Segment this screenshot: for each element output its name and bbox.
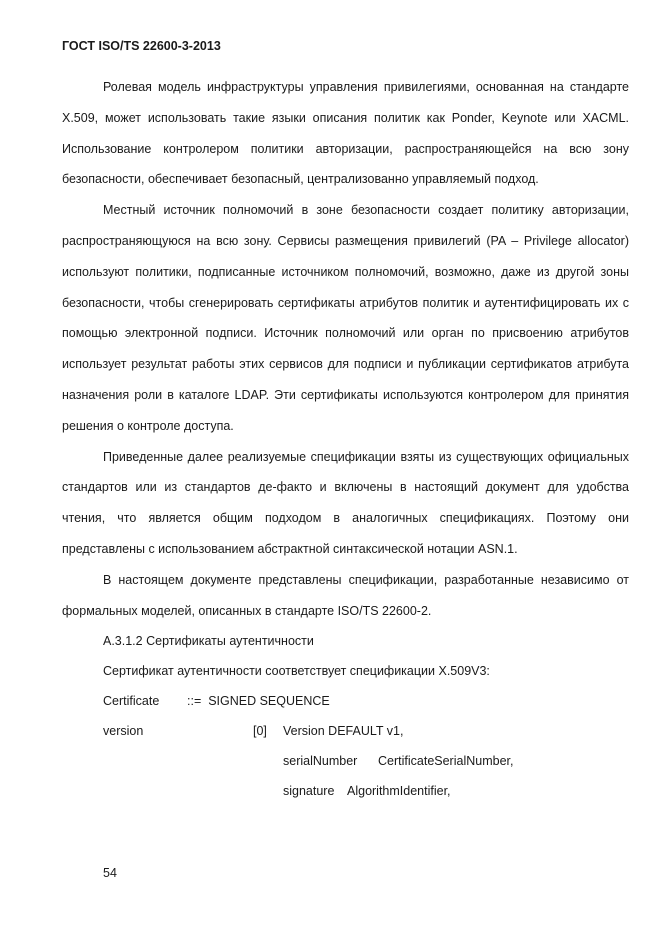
asn-certificate-name: Certificate: [103, 694, 160, 709]
page-number: 54: [103, 866, 117, 880]
asn-version-row: [62, 716, 629, 746]
asn-version-name: version: [103, 724, 144, 739]
asn-serial-name: serialNumber: [283, 754, 358, 769]
asn-signature-type: AlgorithmIdentifier,: [347, 784, 451, 799]
section-heading: А.3.1.2 Сертификаты аутентичности: [103, 634, 314, 649]
section-intro: Сертификат аутентичности соответствует спецификации X.509V3:: [103, 664, 490, 679]
asn-version-tag: [0]: [253, 724, 267, 739]
asn-signature-row: [62, 776, 629, 806]
asn-version-type: Version DEFAULT v1,: [283, 724, 404, 739]
asn-serial-row: [62, 746, 629, 776]
asn-signature-name: signature: [283, 784, 335, 799]
paragraph-1: Ролевая модель инфраструктуры управления привилегиями, основанная на стандарте X.509, может использовать такие языки описания политик как Ponder, Keynote или XACML. Использование контролером политики авторизации, распространяющейся на всю зону безопасности, обеспечивает безопасный, централизованно управляемый подход.: [62, 80, 629, 187]
paragraph-2: Местный источник полномочий в зоне безопасности создает политику авторизации, распространяющуюся на всю зону. Сервисы размещения привилегий (PA – Privilege allocator) используют политики, подписанные источником полномочий, возможно, даже из другой зоны безопасности, чтобы сгенерировать сертификаты атрибутов политик и аутентифицировать их с помощью электронной подписи. Источник полномочий или орган по присвоению атрибутов использует результат работы этих сервисов для подписи и публикации сертификатов атрибута назначения роли в каталоге LDAP. Эти сертификаты используются контролером для принятия решения о контроле доступа.: [62, 203, 629, 433]
asn-assign: ::= SIGNED SEQUENCE: [187, 694, 330, 709]
paragraph-3: Приведенные далее реализуемые спецификации взяты из существующих официальных стандартов или из стандартов де-факто и включены в настоящий документ для удобства чтения, что является общим подходом в аналогичных спецификациях. Поэтому они представлены с использованием абстрактной синтаксической нотации ASN.1.: [62, 449, 629, 556]
paragraph-4: В настоящем документе представлены спецификации, разработанные независимо от формальных моделей, описанных в стандарте ISO/TS 22600-2.: [62, 572, 629, 618]
document-header-title: ГОСТ ISO/TS 22600-3-2013: [62, 39, 221, 53]
document-body: [62, 72, 629, 806]
asn-certificate-row: [62, 686, 629, 716]
asn-serial-type: CertificateSerialNumber,: [378, 754, 514, 769]
